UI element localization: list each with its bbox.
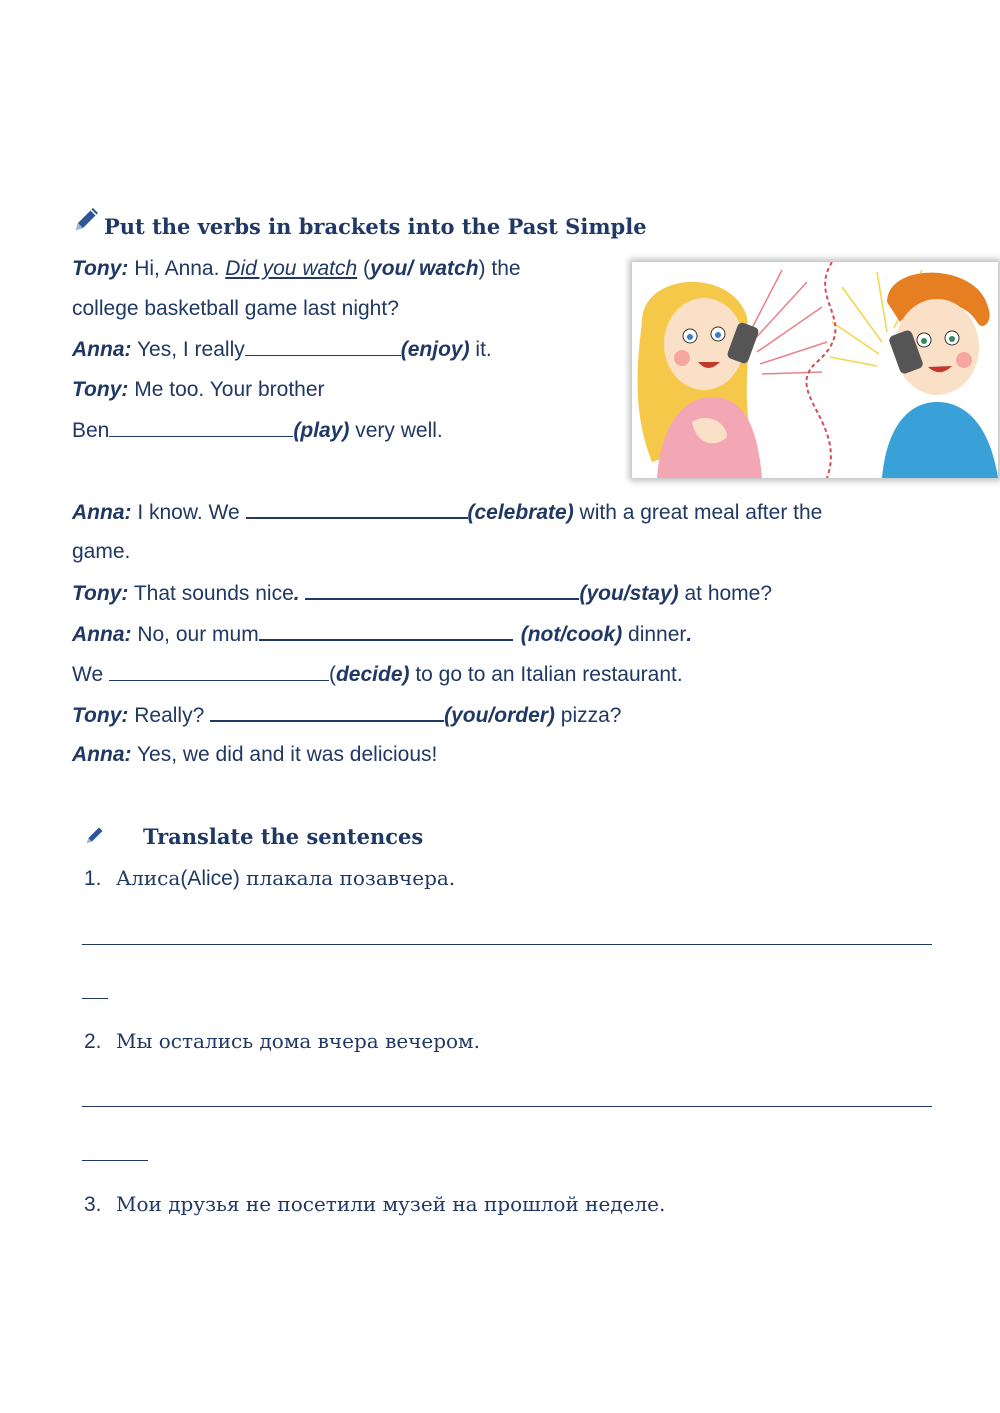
answer-blank[interactable]	[259, 621, 513, 641]
dialogue-line-1	[72, 257, 521, 281]
dialogue-line-9	[72, 621, 692, 647]
dialogue-line-11	[72, 702, 621, 728]
line-text: with a great meal after the	[573, 501, 823, 524]
item-number: 2.	[84, 1030, 102, 1053]
answer-blank[interactable]	[109, 662, 329, 681]
dialogue-line-4	[72, 378, 325, 402]
illustration-drawing	[632, 262, 998, 478]
phone-call-illustration	[632, 262, 998, 478]
line-text: at home?	[678, 582, 773, 605]
verb-hint: (celebrate)	[467, 501, 574, 524]
russian-sentence: Мы остались дома вчера вечером.	[116, 1029, 480, 1053]
line-text: Ben	[72, 419, 110, 442]
line-text: game.	[72, 540, 131, 563]
dialogue-line-6	[72, 499, 822, 525]
line-text: No, our mum	[131, 623, 259, 646]
speaker-label: Tony:	[72, 582, 129, 605]
line-text: That sounds nice	[128, 582, 294, 605]
item-number: 3.	[84, 1193, 102, 1216]
line-text: Really?	[128, 704, 211, 727]
line-text: .	[686, 623, 693, 646]
line-text: dinner	[622, 623, 687, 646]
dialogue-line-3	[72, 337, 492, 362]
answer-line[interactable]	[82, 998, 108, 999]
exercise2-heading: Translate the sentences	[143, 824, 424, 849]
answer-line[interactable]	[82, 1160, 148, 1161]
speaker-label: Tony:	[72, 257, 129, 280]
answer-line[interactable]	[82, 944, 932, 945]
dialogue-line-2	[72, 297, 399, 321]
russian-sentence: Мои друзья не посетили музей на прошлой неделе.	[116, 1192, 666, 1216]
speaker-label: Anna:	[72, 501, 132, 524]
answer-blank[interactable]	[305, 580, 579, 600]
answer-blank[interactable]	[245, 337, 401, 356]
verb-hint: (you/stay)	[579, 582, 679, 605]
answer-blank[interactable]	[246, 499, 468, 519]
english-hint: (Alice)	[180, 867, 240, 890]
line-text: Yes, I really	[131, 338, 245, 361]
verb-hint: (you/order)	[444, 704, 555, 727]
answer-blank[interactable]	[109, 418, 293, 437]
dialogue-line-12	[72, 743, 437, 767]
verb-hint: you/ watch	[370, 257, 479, 280]
line-text: ) the	[478, 257, 521, 280]
dialogue-line-8	[72, 580, 772, 606]
dialogue-line-5	[72, 418, 443, 443]
verb-hint: decide)	[335, 663, 410, 686]
speaker-label: Tony:	[72, 378, 129, 401]
answer-line[interactable]	[82, 1106, 932, 1107]
exercise1-heading: Put the verbs in brackets into the Past Simple	[104, 214, 647, 239]
line-text: Yes, we did and it was delicious!	[131, 743, 438, 766]
line-text: Hi, Anna.	[128, 257, 226, 280]
line-text: .	[293, 582, 306, 605]
dialogue-line-10	[72, 662, 683, 687]
line-text: Me too. Your brother	[128, 378, 325, 401]
answer-blank[interactable]	[210, 702, 444, 722]
russian-sentence: плакала позавчера.	[239, 866, 456, 890]
pencil-icon	[84, 824, 106, 846]
line-text: to go to an Italian restaurant.	[409, 663, 683, 686]
line-text: college basketball game last night?	[72, 297, 399, 320]
pencil-icon	[72, 204, 102, 234]
verb-hint: (play)	[293, 419, 350, 442]
speaker-label: Tony:	[72, 704, 129, 727]
example-answer: Did you watch	[225, 257, 358, 280]
russian-sentence: Алиса	[116, 866, 181, 890]
line-text: We	[72, 663, 109, 686]
speaker-label: Anna:	[72, 338, 132, 361]
verb-hint: (not/cook)	[520, 623, 623, 646]
line-text: I know. We	[131, 501, 246, 524]
verb-hint: (enjoy)	[400, 338, 470, 361]
line-text: pizza?	[554, 704, 622, 727]
line-text: it.	[469, 338, 492, 361]
translation-item-3	[84, 1192, 665, 1217]
speaker-label: Anna:	[72, 743, 132, 766]
line-text: (	[357, 257, 371, 280]
item-number: 1.	[84, 867, 102, 890]
line-text: (	[328, 663, 336, 686]
translation-item-2	[84, 1029, 480, 1054]
speaker-label: Anna:	[72, 623, 132, 646]
translation-item-1	[84, 866, 455, 891]
dialogue-line-7	[72, 540, 130, 564]
line-text: very well.	[349, 419, 443, 442]
